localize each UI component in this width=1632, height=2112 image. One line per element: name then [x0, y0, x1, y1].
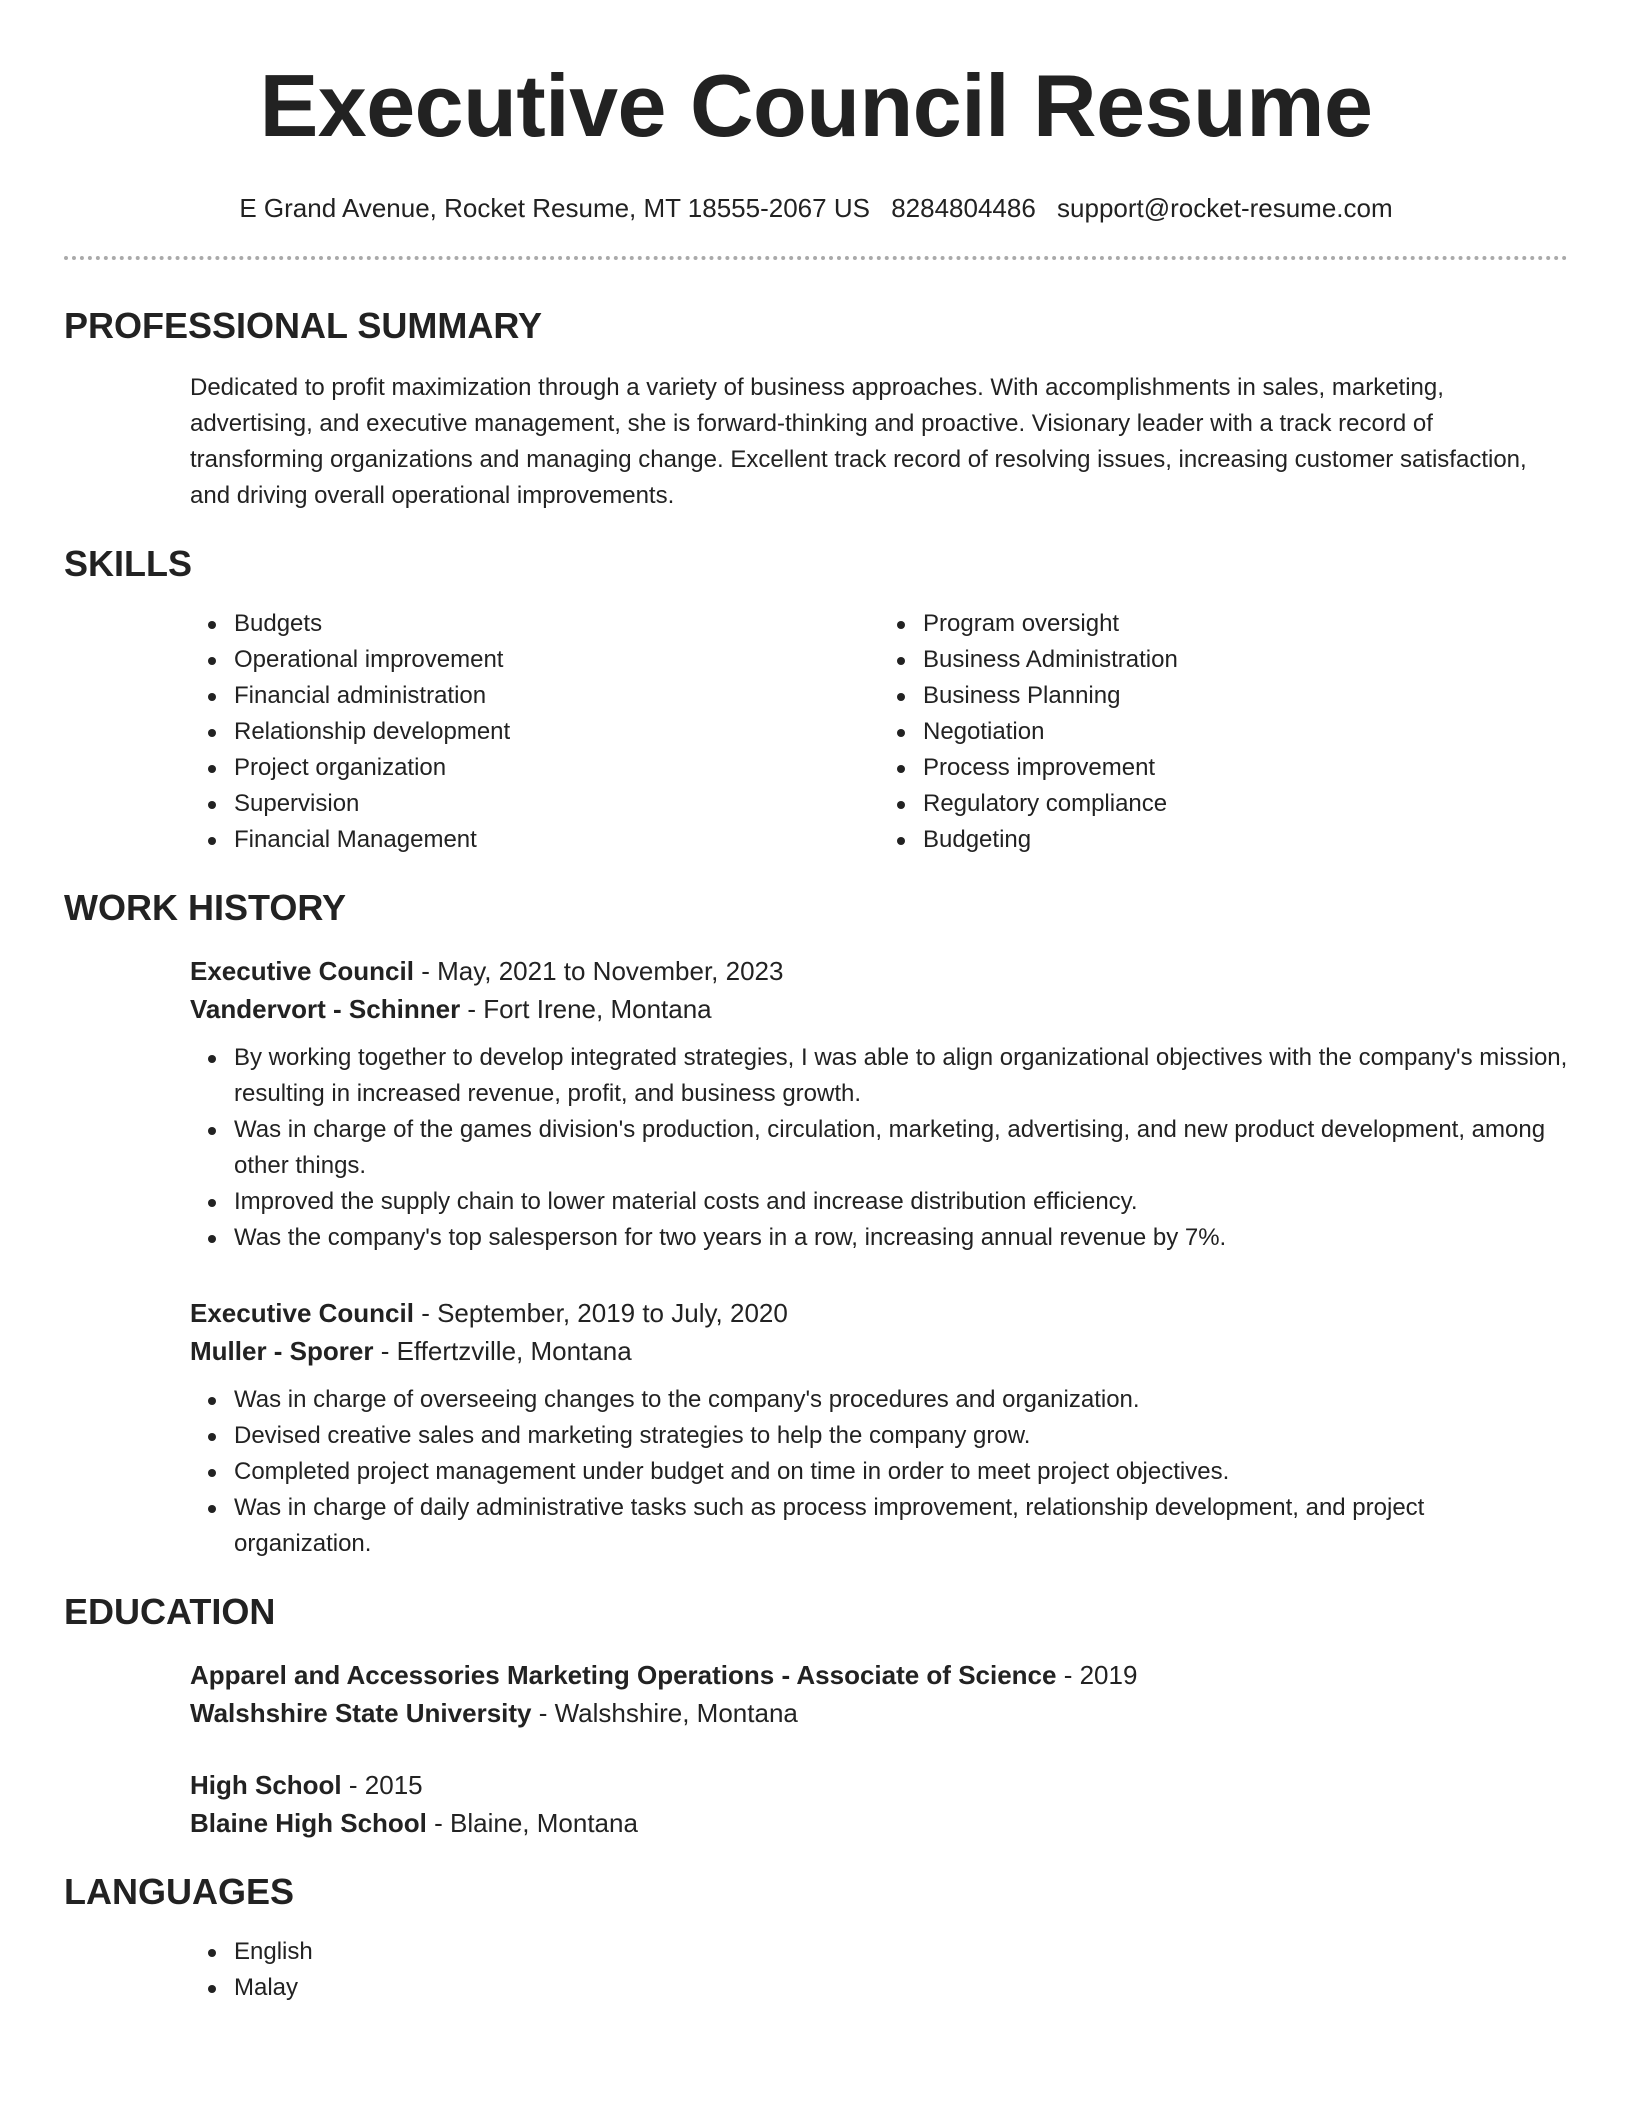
degree-name: Apparel and Accessories Marketing Operations - Associate of Science	[190, 1660, 1057, 1690]
job-title-line	[190, 1294, 1568, 1332]
job-bullet: Was the company's top salesperson for two years in a row, increasing annual revenue by 7%.	[234, 1220, 1568, 1256]
contact-address: E Grand Avenue, Rocket Resume, MT 18555-2067 US	[239, 193, 870, 223]
summary-section	[64, 304, 1568, 514]
job-company-line	[190, 990, 1568, 1028]
job-bullet: Improved the supply chain to lower material costs and increase distribution efficiency.	[234, 1184, 1568, 1220]
languages-section	[64, 1870, 1568, 2006]
school-line	[190, 1804, 1568, 1842]
skill-item: Negotiation	[923, 714, 1568, 750]
job-entry	[64, 1294, 1568, 1562]
language-item: English	[234, 1934, 1568, 1970]
language-item: Malay	[234, 1970, 1568, 2006]
skill-item: Relationship development	[234, 714, 879, 750]
degree-line	[190, 1766, 1568, 1804]
job-role: Executive Council	[190, 956, 414, 986]
job-company: Vandervort - Schinner	[190, 994, 461, 1024]
job-bullet: Was in charge of overseeing changes to the company's procedures and organization.	[234, 1382, 1568, 1418]
header-divider	[64, 256, 1568, 260]
school-name: Blaine High School	[190, 1808, 427, 1838]
education-section	[64, 1590, 1568, 1842]
job-dates: - September, 2019 to July, 2020	[413, 1298, 788, 1328]
skill-item: Business Administration	[923, 642, 1568, 678]
job-bullet: Was in charge of the games division's production, circulation, marketing, advertising, and new product development, among other things.	[234, 1112, 1568, 1184]
skills-list-left	[190, 606, 879, 858]
skills-columns	[64, 606, 1568, 858]
education-heading: EDUCATION	[64, 1591, 276, 1632]
skill-item: Supervision	[234, 786, 879, 822]
education-entry	[64, 1766, 1568, 1842]
job-role: Executive Council	[190, 1298, 414, 1328]
education-entry	[64, 1656, 1568, 1732]
skill-item: Program oversight	[923, 606, 1568, 642]
resume-title: Executive Council Resume	[259, 56, 1373, 155]
languages-heading: LANGUAGES	[64, 1871, 295, 1912]
skill-item: Operational improvement	[234, 642, 879, 678]
job-bullet: Devised creative sales and marketing strategies to help the company grow.	[234, 1418, 1568, 1454]
skill-item: Business Planning	[923, 678, 1568, 714]
job-dates: - May, 2021 to November, 2023	[413, 956, 784, 986]
skill-item: Process improvement	[923, 750, 1568, 786]
degree-line	[190, 1656, 1568, 1694]
school-location: - Walshshire, Montana	[531, 1698, 798, 1728]
degree-year: - 2019	[1056, 1660, 1138, 1690]
job-location: - Fort Irene, Montana	[460, 994, 712, 1024]
summary-heading: PROFESSIONAL SUMMARY	[64, 305, 543, 346]
job-entry	[64, 952, 1568, 1256]
school-line	[190, 1694, 1568, 1732]
job-company-line	[190, 1332, 1568, 1370]
work-history-heading: WORK HISTORY	[64, 887, 347, 928]
school-name: Walshshire State University	[190, 1698, 532, 1728]
contact-email: support@rocket-resume.com	[1057, 193, 1393, 223]
degree-year: - 2015	[341, 1770, 423, 1800]
job-bullets	[190, 1040, 1568, 1256]
skill-item: Financial administration	[234, 678, 879, 714]
job-bullet: Was in charge of daily administrative tasks such as process improvement, relationship development, and project organization.	[234, 1490, 1568, 1562]
skill-item: Regulatory compliance	[923, 786, 1568, 822]
skill-item: Budgeting	[923, 822, 1568, 858]
skills-list-right	[879, 606, 1568, 858]
job-bullets	[190, 1382, 1568, 1562]
skill-item: Budgets	[234, 606, 879, 642]
job-location: - Effertzville, Montana	[373, 1336, 632, 1366]
languages-list	[190, 1934, 1568, 2006]
contact-phone: 8284804486	[891, 193, 1036, 223]
skills-heading: SKILLS	[64, 543, 193, 584]
work-history-section	[64, 886, 1568, 1562]
job-title-line	[190, 952, 1568, 990]
job-bullet: By working together to develop integrated strategies, I was able to align organizational objectives with the company's mission, resulting in increased revenue, profit, and business growth.	[234, 1040, 1568, 1112]
skill-item: Financial Management	[234, 822, 879, 858]
contact-info	[64, 192, 1568, 224]
job-company: Muller - Sporer	[190, 1336, 374, 1366]
languages-list-wrap	[64, 1934, 1568, 2006]
skills-section	[64, 542, 1568, 858]
school-location: - Blaine, Montana	[426, 1808, 638, 1838]
degree-name: High School	[190, 1770, 342, 1800]
job-bullet: Completed project management under budget and on time in order to meet project objectives.	[234, 1454, 1568, 1490]
skill-item: Project organization	[234, 750, 879, 786]
summary-text: Dedicated to profit maximization through a variety of business approaches. With accomplishments in sales, marketing, advertising, and executive management, she is forward-thinking and proactive. Visionary leader with a track record of transforming organizations and managing change. Excellent track record of resolving issues, increasing customer satisfaction, and driving overall operational improvements.	[190, 374, 1527, 509]
